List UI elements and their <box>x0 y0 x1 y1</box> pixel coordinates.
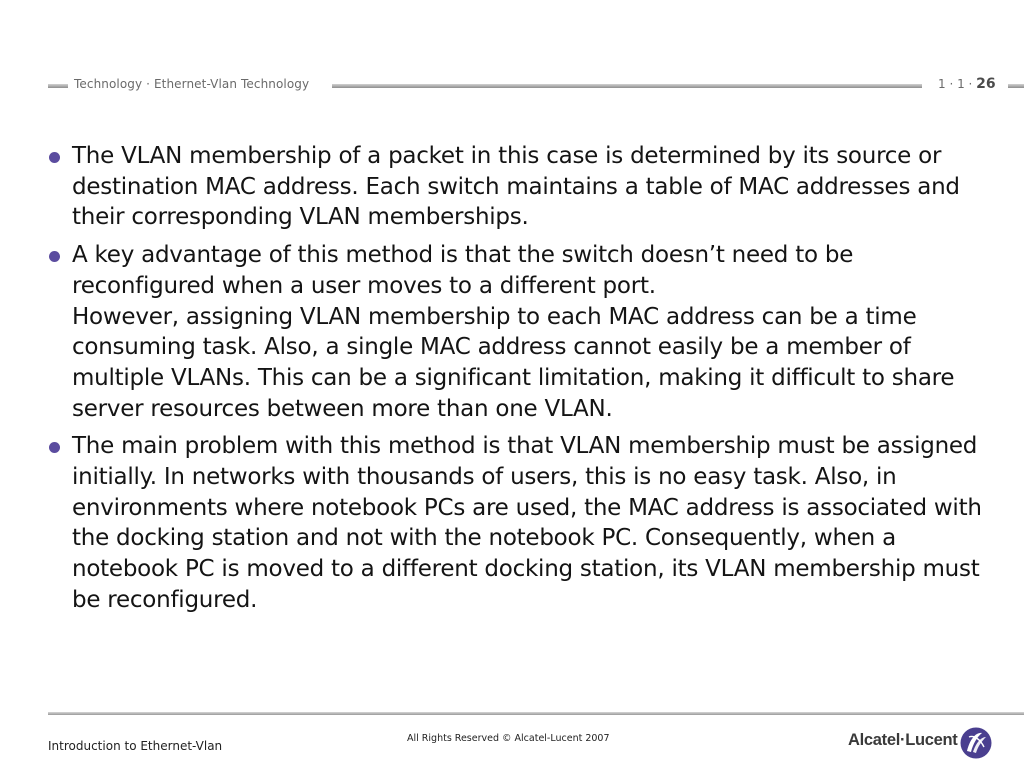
footer-course-title: Introduction to Ethernet-Vlan <box>48 739 223 753</box>
footer-rule <box>48 712 1024 715</box>
header-rule-left <box>48 84 68 88</box>
brand-name: Alcatel·Lucent <box>848 731 958 749</box>
bullet-list <box>48 141 993 623</box>
bullet-text-continuation: However, assigning VLAN membership to each MAC address can be a time consuming task. Also, a single MAC address cannot easily be a member of multiple VLANs. This can be a significant limitation, making it difficult to share server resources between more than one VLAN. <box>72 303 955 422</box>
footer-copyright: All Rights Reserved © Alcatel-Lucent 2007 <box>407 733 610 744</box>
header-rule-right <box>1008 84 1024 88</box>
bullet-text: A key advantage of this method is that the switch doesn’t need to be reconfigured when a user moves to a different port. <box>72 242 854 299</box>
brand-logo <box>846 727 996 759</box>
page-number <box>938 76 1004 92</box>
page-number-current: 26 <box>976 76 996 92</box>
bullet-item <box>48 141 993 233</box>
bullet-dot-icon <box>49 251 60 262</box>
bullet-text: The VLAN membership of a packet in this case is determined by its source or destination MAC address. Each switch maintains a table of MAC addresses and their corresponding VLAN memberships. <box>72 143 960 231</box>
alcatel-lucent-swirl-logo-icon <box>960 727 992 759</box>
bullet-dot-icon <box>49 152 60 163</box>
page-number-prefix: 1 · 1 · <box>938 77 977 91</box>
header-rule <box>332 84 922 88</box>
header-title: Technology · Ethernet-Vlan Technology <box>74 77 310 91</box>
bullet-text: The main problem with this method is that VLAN membership must be assigned initially. In networks with thousands of users, this is no easy task. Also, in environments where notebook PCs are used, the MAC address is associated with the docking station and not with the notebook PC. Consequently, when a notebook PC is moved to a different docking station, its VLAN membership must be reconfigured. <box>72 433 982 613</box>
bullet-dot-icon <box>49 442 60 453</box>
bullet-item <box>48 240 993 424</box>
bullet-item <box>48 431 993 615</box>
